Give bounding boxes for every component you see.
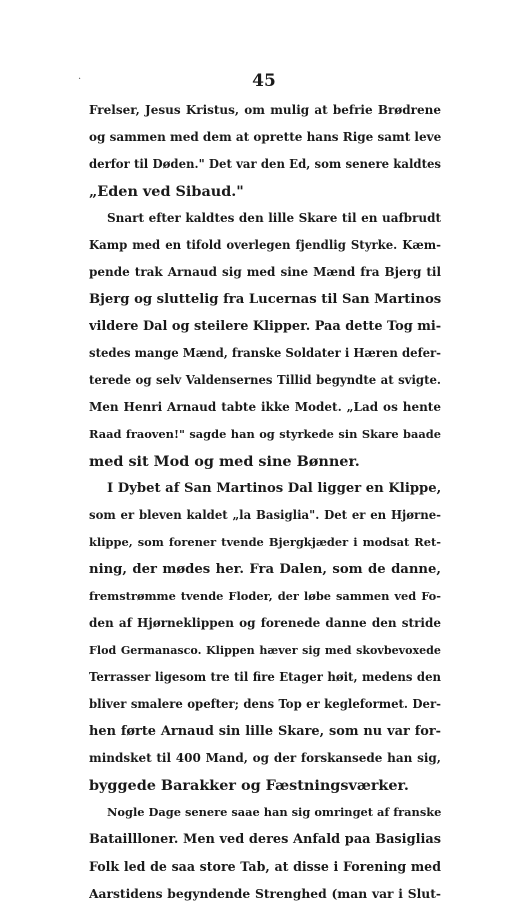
text-line: Kamp med en tifold overlegen fjendlig Styrke. Kæm- (89, 238, 441, 252)
text-line: derfor til Døden." Det var den Ed, som senere kaldtes (89, 157, 441, 171)
text-line: Bjerg og sluttelig fra Lucernas til San Martinos (89, 292, 441, 307)
text-line: Frelser, Jesus Kristus, om mulig at befrie Brødrene (89, 103, 441, 117)
text-line: terede og selv Valdensernes Tillid begyndte at svigte. (89, 373, 441, 387)
text-line: hen førte Arnaud sin lille Skare, som nu var for- (89, 724, 441, 739)
text-line: Raad fraoven!" sagde han og styrkede sin Skare baade (89, 427, 441, 441)
text-line: Bataillloner. Men ved deres Anfald paa Basiglias (89, 832, 441, 847)
text-line: klippe, som forener tvende Bjergkjæder i modsat Ret- (89, 535, 441, 549)
text-line: pende trak Arnaud sig med sine Mænd fra Bjerg til (89, 265, 441, 279)
text-line: bliver smalere opefter; dens Top er kegleformet. Der- (89, 697, 441, 711)
text-line: Snart efter kaldtes den lille Skare til en uafbrudt (107, 211, 441, 225)
text-line: Aarstidens begyndende Strenghed (man var i Slut- (89, 886, 441, 901)
text-line: Nogle Dage senere saae han sig omringet af franske (107, 805, 441, 819)
margin-mark: · (78, 74, 82, 85)
text-line: Terrasser ligesom tre til fire Etager høit, medens den (89, 670, 441, 684)
text-line: den af Hjørneklippen og forenede danne den stride (89, 616, 441, 630)
text-line: ning, der mødes her. Fra Dalen, som de danne, (89, 562, 441, 577)
text-line: med sit Mod og med sine Bønner. (89, 453, 360, 470)
text-line: vildere Dal og steilere Klipper. Paa dette Tog mi- (89, 319, 441, 334)
text-line: „Eden ved Sibaud." (89, 183, 244, 200)
text-line: Men Henri Arnaud tabte ikke Modet. „Lad os hente (89, 400, 441, 414)
text-line: som er bleven kaldet „la Basiglia". Det er en Hjørne- (89, 508, 441, 522)
text-line: mindsket til 400 Mand, og der forskansede han sig, (89, 751, 441, 765)
text-line: Flod Germanasco. Klippen hæver sig med skovbevoxede (89, 644, 441, 657)
text-line: fremstrømme tvende Floder, der løbe sammen ved Fo- (89, 589, 441, 603)
text-line: og sammen med dem at oprette hans Rige samt leve (89, 130, 441, 144)
text-line: byggede Barakker og Fæstningsværker. (89, 777, 409, 794)
text-line: Folk led de saa store Tab, at disse i Forening med (89, 859, 441, 874)
text-line: I Dybet af San Martinos Dal ligger en Klippe, (107, 481, 441, 496)
body-text (89, 97, 441, 907)
page-number: 45 (252, 71, 276, 91)
text-line: stedes mange Mænd, franske Soldater i Hæren defer- (89, 346, 441, 360)
